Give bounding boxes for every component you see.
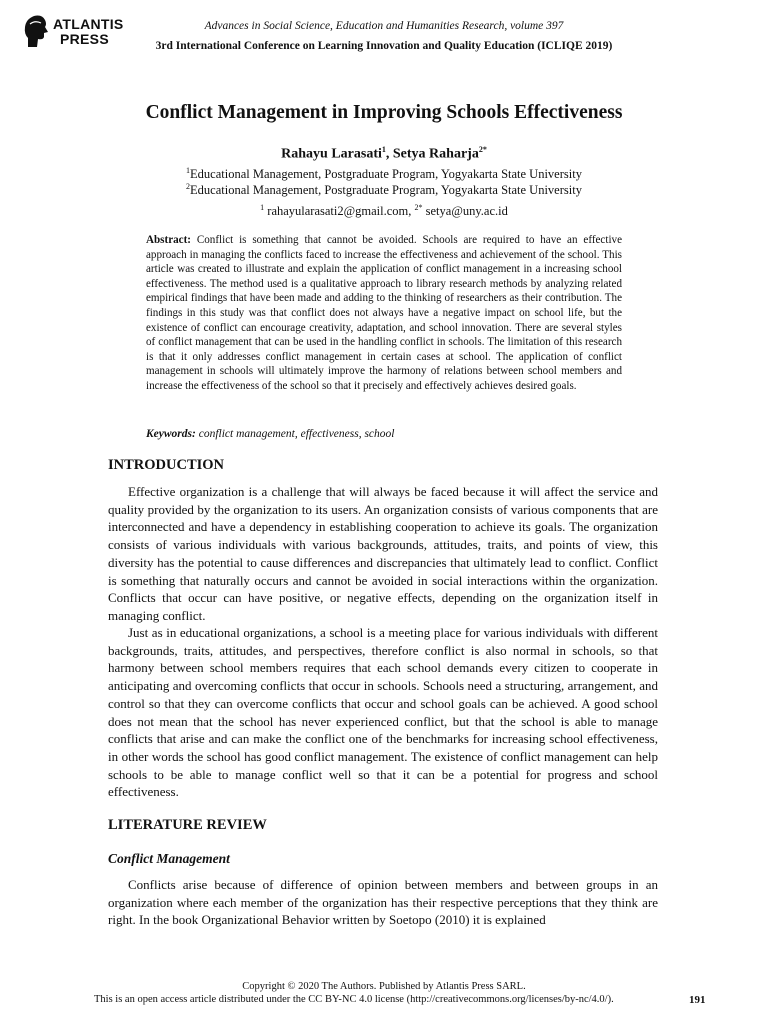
author-2: Setya Raharja bbox=[392, 146, 479, 162]
affiliation-2 bbox=[0, 182, 768, 198]
author-separator: , bbox=[385, 146, 393, 162]
section-heading-literature-review: LITERATURE REVIEW bbox=[108, 817, 267, 833]
affiliation-1-mark: 1 bbox=[186, 166, 191, 175]
footer-copyright: Copyright © 2020 The Authors. Published by Atlantis Press SARL. bbox=[242, 981, 526, 992]
email-1[interactable]: rahayularasati2@gmail.com, bbox=[267, 204, 412, 219]
publisher-name-line2: PRESS bbox=[60, 31, 109, 47]
introduction-paragraph-2: Just as in educational organizations, a school is a meeting place for various individuals with different backgrounds, traits, attitudes, and perspectives, therefore conflict is also normal in schools, so that harmony between school members requires that each school demands every citizen to cooperate in anticipating and overcoming conflicts that occur in schools. Schools need a structuring, arrangement, and control so that they can overcome conflicts that occur and school goals can be achieved. A good school does not mean that the school has never experienced conflict, but that the school is able to manage conflicts that arise and can make the conflict one of the benchmarks for increasing school effectiveness, in other words the school has good conflict management. The existence of conflict management can help schools to be able to manage conflict well so that it can be a potential for progress and school effectiveness. bbox=[108, 625, 658, 800]
author-2-affiliation-mark: 2* bbox=[478, 145, 487, 154]
abstract-label: Abstract: bbox=[146, 234, 191, 246]
email-1-mark: 1 bbox=[260, 203, 265, 212]
affiliation-2-text: Educational Management, Postgraduate Program, Yogyakarta State University bbox=[190, 183, 582, 198]
abstract bbox=[146, 233, 622, 394]
abstract-text: Conflict is something that cannot be avoided. Schools are required to have an effective approach in managing the conflicts faced to increase the effectiveness and achievement of the school. This article was created to illustrate and explain the application of conflict management in a increasing school effectiveness. The method used is a qualitative approach to library research methods by analyzing related empirical findings that have been made and adding to the thinking of researchers as their contribution. The findings in this study was that conflict does not always have a negative impact on school life, but the existence of conflict can encourage creativity, adaptation, and school innovation. There are several styles of conflict management that can be used in the handling conflict in schools. The limitation of this research is that it only addresses conflict management in certain cases at school. The application of conflict management in schools will ultimately improve the harmony of relations between school members and increase the effectiveness of the school so that it precisely and effectively achieves desired goals. bbox=[146, 234, 622, 392]
introduction-paragraph-1: Effective organization is a challenge that will always be faced because it will affect the service and quality provided by the organization to its users. An organization consists of various components that are interconnected and have a dependency in establishing cooperation to achieve its goals. The organization consists of various individuals with various backgrounds, attitudes, traits, and points of view, this diversity has the potential to cause differences and discrepancies that ultimately lead to conflict. Conflict is something that naturally occurs and cannot be avoided in social interactions within the organization. Conflicts that occur can have positive, or negative effects, depending on the organization itself in managing conflict. bbox=[108, 484, 658, 623]
authors bbox=[0, 145, 768, 163]
page-number: 191 bbox=[689, 994, 706, 1006]
affiliation-1-text: Educational Management, Postgraduate Program, Yogyakarta State University bbox=[190, 167, 582, 182]
author-1: Rahayu Larasati bbox=[281, 146, 382, 162]
author-1-affiliation-mark: 1 bbox=[381, 145, 386, 154]
email-2-mark: 2* bbox=[414, 203, 423, 212]
publisher-name-line1: ATLANTIS bbox=[53, 16, 124, 32]
footer-license: This is an open access article distributed under the CC BY-NC 4.0 license (http://creativecommons.org/licenses/by-nc/4.0/). bbox=[94, 994, 614, 1005]
keywords bbox=[146, 428, 622, 440]
conference-header: 3rd International Conference on Learning Innovation and Quality Education (ICLIQE 2019) bbox=[155, 40, 613, 52]
keywords-text: conflict management, effectiveness, school bbox=[198, 428, 395, 440]
author-emails bbox=[0, 203, 768, 219]
paper-title: Conflict Management in Improving Schools Effectiveness bbox=[145, 102, 623, 123]
keywords-label: Keywords: bbox=[146, 428, 196, 440]
literature-paragraph-1: Conflicts arise because of difference of opinion between members and between groups in an organization where each member of the organization has their respective perceptions that they think are right. In the book Organizational Behavior written by Soetopo (2010) it is explained bbox=[108, 877, 658, 928]
affiliation-1 bbox=[0, 166, 768, 182]
email-2[interactable]: setya@uny.ac.id bbox=[425, 204, 508, 219]
subsection-heading-conflict-management: Conflict Management bbox=[108, 851, 230, 866]
section-heading-introduction: INTRODUCTION bbox=[108, 457, 225, 473]
series-header: Advances in Social Science, Education and Humanities Research, volume 397 bbox=[204, 20, 564, 32]
affiliation-2-mark: 2 bbox=[186, 182, 191, 191]
